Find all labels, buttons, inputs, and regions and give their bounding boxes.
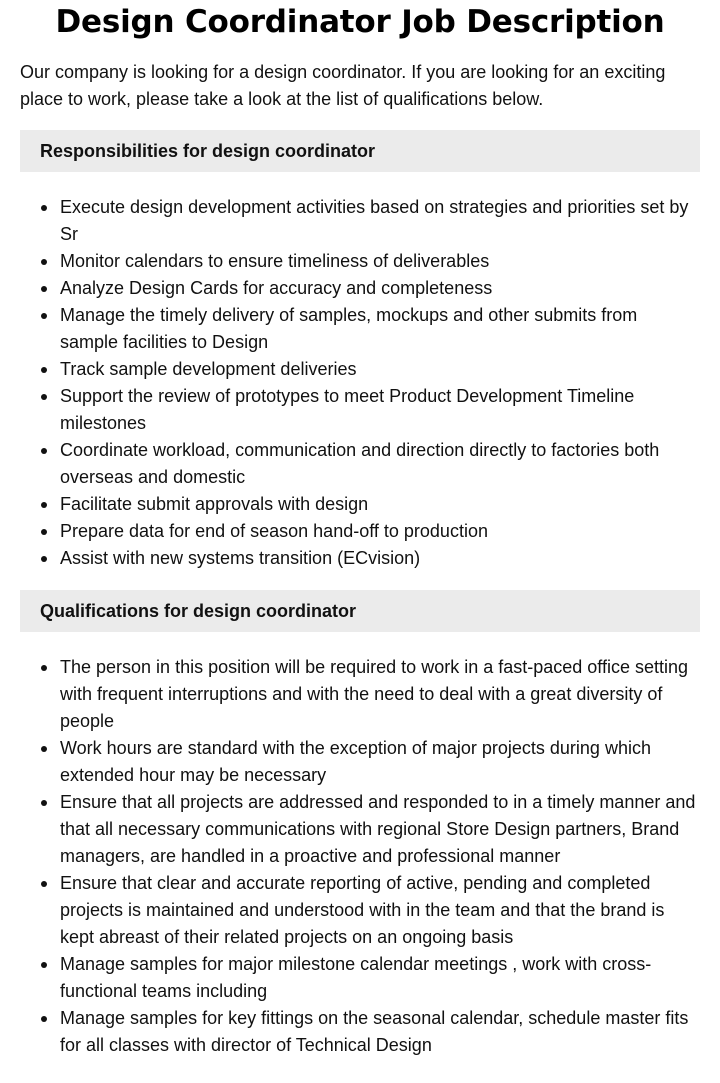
responsibility-item: Analyze Design Cards for accuracy and completeness: [20, 275, 700, 302]
qualification-item: Manage samples for major milestone calendar meetings , work with cross-functional teams including: [20, 951, 700, 1005]
responsibility-item: Coordinate workload, communication and direction directly to factories both overseas and domestic: [20, 437, 700, 491]
responsibility-item: Assist with new systems transition (ECvision): [20, 545, 700, 572]
responsibility-item: Prepare data for end of season hand-off to production: [20, 518, 700, 545]
qualification-item: Ensure that clear and accurate reporting of active, pending and completed projects is maintained and understood with in the team and that the brand is kept abreast of their related projects on an ongoing basis: [20, 870, 700, 951]
qualifications-heading: Qualifications for design coordinator: [20, 590, 700, 632]
responsibility-item: Facilitate submit approvals with design: [20, 491, 700, 518]
responsibility-item: Manage the timely delivery of samples, mockups and other submits from sample facilities to Design: [20, 302, 700, 356]
responsibilities-list: [20, 194, 700, 572]
qualification-item: Manage samples for key fittings on the seasonal calendar, schedule master fits for all classes with director of Technical Design: [20, 1005, 700, 1059]
qualification-item: Ensure that all projects are addressed and responded to in a timely manner and that all necessary communications with regional Store Design partners, Brand managers, are handled in a proactive and professional manner: [20, 789, 700, 870]
responsibility-item: Monitor calendars to ensure timeliness of deliverables: [20, 248, 700, 275]
responsibility-item: Execute design development activities based on strategies and priorities set by Sr: [20, 194, 700, 248]
qualifications-list: [20, 654, 700, 1059]
responsibility-item: Track sample development deliveries: [20, 356, 700, 383]
intro-paragraph: Our company is looking for a design coordinator. If you are looking for an exciting place to work, please take a look at the list of qualifications below.: [20, 62, 666, 109]
responsibilities-heading: Responsibilities for design coordinator: [20, 130, 700, 172]
qualification-item: Work hours are standard with the exception of major projects during which extended hour may be necessary: [20, 735, 700, 789]
qualification-item: The person in this position will be required to work in a fast-paced office setting with frequent interruptions and with the need to deal with a great diversity of people: [20, 654, 700, 735]
responsibility-item: Support the review of prototypes to meet Product Development Timeline milestones: [20, 383, 700, 437]
page-title: Design Coordinator Job Description: [55, 4, 665, 40]
